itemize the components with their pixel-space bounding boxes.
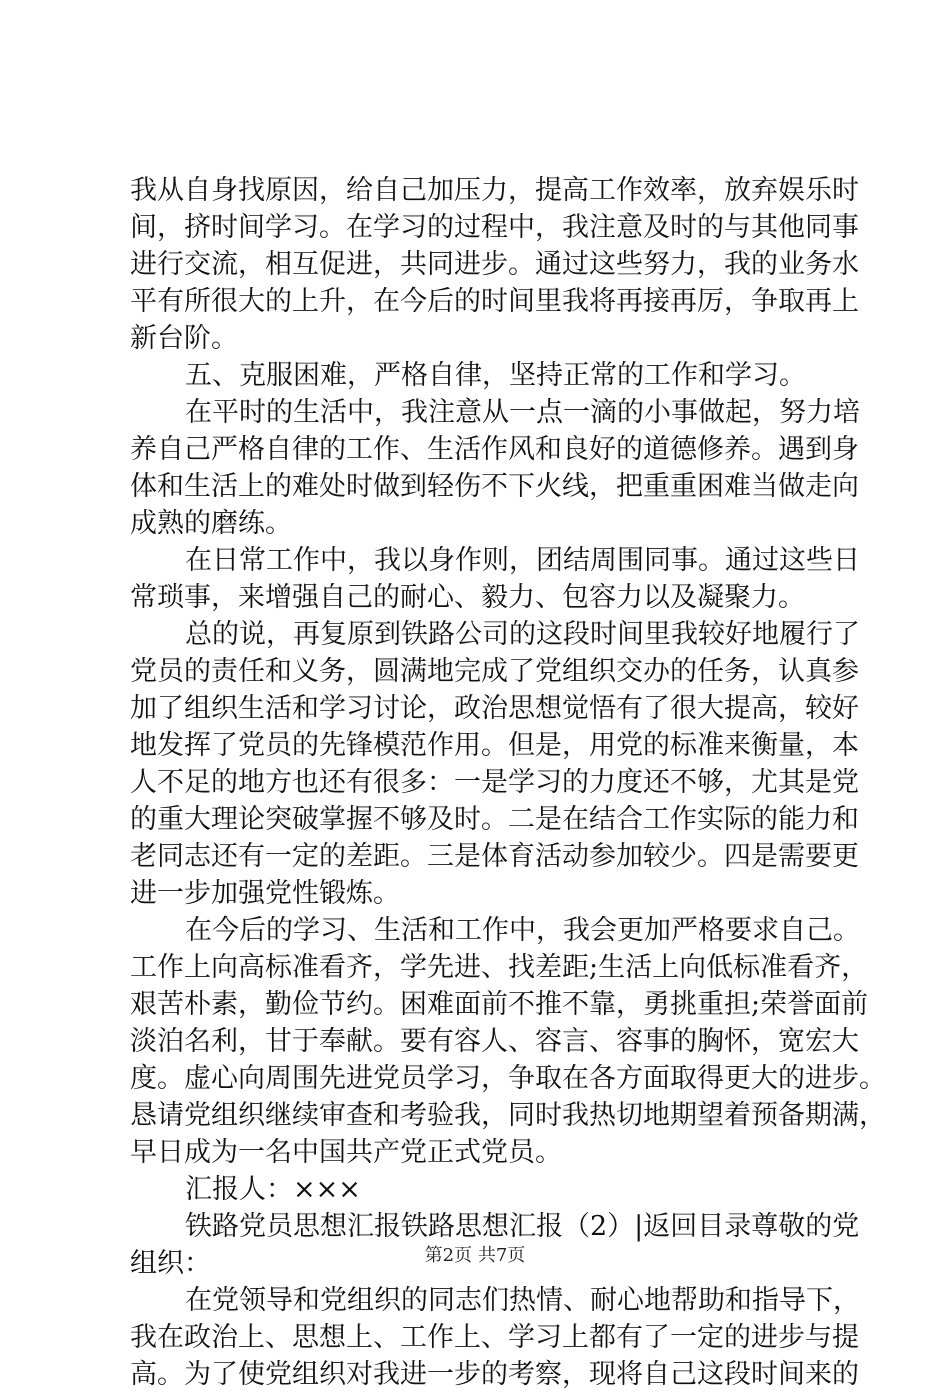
text-line: 我在政治上、思想上、工作上、学习上都有了一定的进步与提: [130, 1322, 859, 1353]
text-line: 早日成为一名中国共产党正式党员。: [130, 1137, 562, 1168]
page-footer: 第2页 共7页: [424, 1245, 526, 1266]
document-body: [130, 172, 886, 1393]
text-line: 恳请党组织继续审查和考验我，同时我热切地期望着预备期满，: [130, 1100, 886, 1131]
text-line: 组织：: [130, 1248, 211, 1279]
text-line: 老同志还有一定的差距。三是体育活动参加较少。四是需要更: [130, 841, 859, 872]
text-line: 铁路党员思想汇报铁路思想汇报（2）|返回目录尊敬的党: [185, 1211, 860, 1242]
text-line: 高。为了使党组织对我进一步的考察，现将自己这段时间来的: [130, 1359, 859, 1390]
text-line: 间，挤时间学习。在学习的过程中，我注意及时的与其他同事: [130, 212, 859, 243]
text-line: 进一步加强党性锻炼。: [130, 878, 400, 909]
text-line: 艰苦朴素，勤俭节约。困难面前不推不靠，勇挑重担;荣誉面前: [130, 989, 869, 1020]
text-line: 我从自身找原因，给自己加压力，提高工作效率，放弃娱乐时: [130, 175, 859, 206]
text-line: 总的说，再复原到铁路公司的这段时间里我较好地履行了: [185, 619, 860, 650]
text-line: 在平时的生活中，我注意从一点一滴的小事做起，努力培: [185, 397, 860, 428]
text-line: 体和生活上的难处时做到轻伤不下火线，把重重困难当做走向: [130, 471, 859, 502]
text-line: 在今后的学习、生活和工作中，我会更加严格要求自己。: [185, 915, 860, 946]
text-line: 五、克服困难，严格自律，坚持正常的工作和学习。: [185, 360, 806, 391]
text-line: 地发挥了党员的先锋模范作用。但是，用党的标准来衡量，本: [130, 730, 859, 761]
text-line: 工作上向高标准看齐，学先进、找差距;生活上向低标准看齐，: [130, 952, 869, 983]
text-line: 淡泊名利，甘于奉献。要有容人、容言、容事的胸怀，宽宏大: [130, 1026, 859, 1057]
text-line: 在日常工作中，我以身作则，团结周围同事。通过这些日: [185, 545, 860, 576]
text-line: 汇报人：×××: [185, 1174, 361, 1205]
text-line: 党员的责任和义务，圆满地完成了党组织交办的任务，认真参: [130, 656, 859, 687]
text-line: 进行交流，相互促进，共同进步。通过这些努力，我的业务水: [130, 249, 859, 280]
text-line: 在党领导和党组织的同志们热情、耐心地帮助和指导下，: [185, 1285, 860, 1316]
text-line: 平有所很大的上升，在今后的时间里我将再接再厉，争取再上: [130, 286, 859, 317]
text-line: 度。虚心向周围先进党员学习，争取在各方面取得更大的进步。: [130, 1063, 886, 1094]
text-line: 加了组织生活和学习讨论，政治思想觉悟有了很大提高，较好: [130, 693, 859, 724]
text-line: 人不足的地方也还有很多：一是学习的力度还不够，尤其是党: [130, 767, 859, 798]
text-line: 的重大理论突破掌握不够及时。二是在结合工作实际的能力和: [130, 804, 859, 835]
text-line: 常琐事，来增强自己的耐心、毅力、包容力以及凝聚力。: [130, 582, 805, 613]
text-line: 养自己严格自律的工作、生活作风和良好的道德修养。遇到身: [130, 434, 859, 465]
text-line: 新台阶。: [130, 323, 238, 354]
text-line: 成熟的磨练。: [130, 508, 292, 539]
